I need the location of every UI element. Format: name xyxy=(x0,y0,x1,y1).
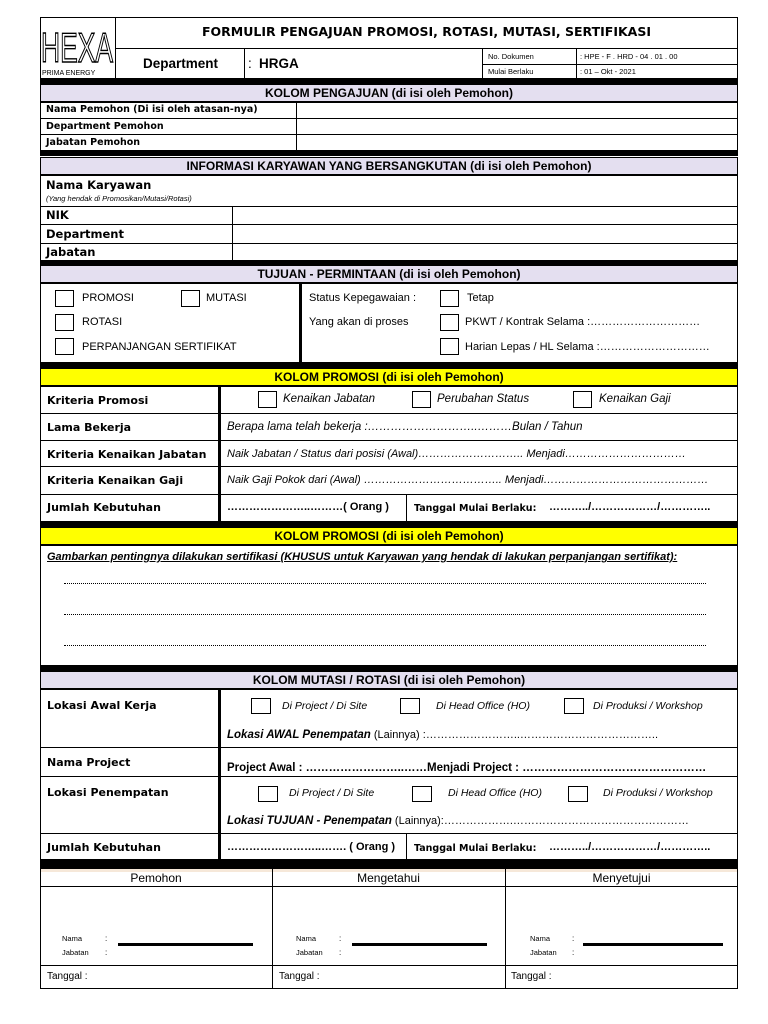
doc-no-label: No. Dokumen xyxy=(488,52,534,61)
awal-ho-label: Di Head Office (HO) xyxy=(436,700,530,712)
harian-lepas-checkbox[interactable] xyxy=(440,338,459,355)
menyetujui-jabatan-colon: : xyxy=(572,948,575,957)
lama-bekerja-label: Lama Bekerja xyxy=(47,421,132,434)
lokasi-awal-text-rest: (Lainnya) :……………………..……………………………….. xyxy=(370,729,659,741)
nama-karyawan-label: Nama Karyawan xyxy=(46,178,152,192)
menyetujui-nama-label: Nama xyxy=(530,934,551,943)
pemohon-signature-area[interactable] xyxy=(41,887,271,933)
perubahan-status-label: Perubahan Status xyxy=(437,393,530,405)
project-field[interactable]: Project Awal : ……………………..……Menjadi Project : ………………………………………… xyxy=(227,762,707,774)
department-label: Department xyxy=(143,56,219,71)
pemohon-heading: Pemohon xyxy=(130,871,182,885)
department-pemohon-label: Department Pemohon xyxy=(46,121,164,132)
perubahan-status-checkbox[interactable] xyxy=(412,391,431,408)
lama-bekerja-field[interactable]: Berapa lama telah bekerja :………………………..………Bulan / Tahun xyxy=(227,421,583,433)
pemohon-name-line[interactable] xyxy=(118,943,253,946)
tujuan-header: TUJUAN - PERMINTAAN (di isi oleh Pemohon) xyxy=(40,265,738,283)
awal-produksi-checkbox[interactable] xyxy=(564,698,584,714)
kriteria-kenaikan-jabatan-label: Kriteria Kenaikan Jabatan xyxy=(47,448,207,461)
company-logo xyxy=(41,18,114,78)
menyetujui-tanggal[interactable]: Tanggal : xyxy=(511,971,552,982)
pengajuan-header: KOLOM PENGAJUAN (di isi oleh Pemohon) xyxy=(40,84,738,102)
nik-field[interactable] xyxy=(233,207,737,224)
menyetujui-name-line[interactable] xyxy=(583,943,723,946)
mengetahui-jabatan-colon: : xyxy=(339,948,342,957)
mutasi-checkbox[interactable] xyxy=(181,290,200,307)
karyawan-jabatan-label: Jabatan xyxy=(46,245,96,259)
promosi-checkbox[interactable] xyxy=(55,290,74,307)
effective-label: Mulai Berlaku xyxy=(488,67,534,76)
sertifikat-checkbox[interactable] xyxy=(55,338,74,355)
karyawan-header: INFORMASI KARYAWAN YANG BERSANGKUTAN (di isi oleh Pemohon) xyxy=(40,157,738,175)
awal-ho-checkbox[interactable] xyxy=(400,698,420,714)
sertifikasi-line-3[interactable] xyxy=(64,645,706,646)
nama-karyawan-note: (Yang hendak di Promosikan/Mutasi/Rotasi) xyxy=(46,194,192,203)
harian-lepas-option-label: Harian Lepas / HL Selama :………………………… xyxy=(465,341,710,353)
doc-no-value: : HPE - F . HRD - 04 . 01 . 00 xyxy=(580,52,678,61)
sertifikasi-description: Gambarkan pentingnya dilakukan sertifikasi (KHUSUS untuk Karyawan yang hendak di lakukan perpanjangan sertifikat): xyxy=(47,551,678,563)
tetap-checkbox[interactable] xyxy=(440,290,459,307)
mengetahui-nama-colon: : xyxy=(339,934,342,943)
karyawan-jabatan-field[interactable] xyxy=(233,244,737,261)
lokasi-awal-label: Lokasi Awal Kerja xyxy=(47,699,157,712)
nama-pemohon-label: Nama Pemohon (Di isi oleh atasan-nya) xyxy=(46,104,258,115)
pemohon-jabatan-label: Jabatan xyxy=(62,948,89,957)
promosi-tanggal-label: Tanggal Mulai Berlaku: xyxy=(414,503,537,514)
department-pemohon-field[interactable] xyxy=(297,119,737,134)
tujuan-project-label: Di Project / Di Site xyxy=(289,787,375,799)
mengetahui-name-line[interactable] xyxy=(352,943,487,946)
department-colon: : xyxy=(248,56,252,71)
sertifikat-option-label: PERPANJANGAN SERTIFIKAT xyxy=(82,341,237,353)
promosi-jumlah-field[interactable]: …………………..………( Orang ) xyxy=(227,501,389,513)
jabatan-pemohon-field[interactable] xyxy=(297,135,737,150)
pemohon-nama-colon: : xyxy=(105,934,108,943)
tujuan-ho-label: Di Head Office (HO) xyxy=(448,787,542,799)
tetap-option-label: Tetap xyxy=(467,292,494,304)
promosi-tanggal-field[interactable]: ………../………………/………….. xyxy=(549,501,711,513)
sertifikasi-header: KOLOM PROMOSI (di isi oleh Pemohon) xyxy=(40,527,738,545)
kenaikan-jabatan-checkbox[interactable] xyxy=(258,391,277,408)
nik-label: NIK xyxy=(46,208,69,222)
status-kepegawaian-label: Status Kepegawaian : xyxy=(309,292,417,304)
lokasi-tujuan-field[interactable] xyxy=(227,815,689,827)
lokasi-penempatan-label: Lokasi Penempatan xyxy=(47,786,169,799)
mengetahui-heading: Mengetahui xyxy=(357,871,420,885)
tujuan-produksi-checkbox[interactable] xyxy=(568,786,588,802)
mengetahui-signature-area[interactable] xyxy=(273,887,504,933)
lokasi-tujuan-text-bold: Lokasi TUJUAN - Penempatan xyxy=(227,815,392,827)
kenaikan-gaji-label: Kenaikan Gaji xyxy=(599,393,671,405)
sertifikasi-line-1[interactable] xyxy=(64,583,706,584)
mutasi-tanggal-label: Tanggal Mulai Berlaku: xyxy=(414,843,537,854)
form-title: FORMULIR PENGAJUAN PROMOSI, ROTASI, MUTASI, SERTIFIKASI xyxy=(202,24,651,39)
karyawan-department-field[interactable] xyxy=(233,225,737,243)
kenaikan-gaji-field[interactable]: Naik Gaji Pokok dari (Awal) ……………………………….. Menjadi……………………………………… xyxy=(227,474,709,486)
promosi-jumlah-kebutuhan-label: Jumlah Kebutuhan xyxy=(47,501,161,514)
rotasi-option-label: ROTASI xyxy=(82,316,123,328)
kenaikan-jabatan-label: Kenaikan Jabatan xyxy=(283,393,376,405)
rotasi-checkbox[interactable] xyxy=(55,314,74,331)
menyetujui-signature-area[interactable] xyxy=(506,887,737,933)
tujuan-produksi-label: Di Produksi / Workshop xyxy=(603,787,713,799)
mutasi-jumlah-field[interactable]: ……………………..……. ( Orang ) xyxy=(227,841,396,853)
tujuan-project-checkbox[interactable] xyxy=(258,786,278,802)
nama-karyawan-field[interactable] xyxy=(233,176,737,206)
mengetahui-nama-label: Nama xyxy=(296,934,317,943)
kenaikan-gaji-checkbox[interactable] xyxy=(573,391,592,408)
promosi-option-label: PROMOSI xyxy=(82,292,134,304)
yang-akan-diproses-label: Yang akan di proses xyxy=(309,316,409,328)
mengetahui-tanggal[interactable]: Tanggal : xyxy=(279,971,320,982)
mutasi-jumlah-kebutuhan-label: Jumlah Kebutuhan xyxy=(47,841,161,854)
awal-project-label: Di Project / Di Site xyxy=(282,700,368,712)
logo-subtext: PRIMA ENERGY xyxy=(42,70,96,77)
menyetujui-heading: Menyetujui xyxy=(592,871,651,885)
kriteria-promosi-label: Kriteria Promosi xyxy=(47,394,149,407)
pemohon-tanggal[interactable]: Tanggal : xyxy=(47,971,88,982)
mutasi-option-label: MUTASI xyxy=(206,292,247,304)
awal-project-checkbox[interactable] xyxy=(251,698,271,714)
mutasi-tanggal-field[interactable]: ………../………………/………….. xyxy=(549,841,711,853)
nama-project-label: Nama Project xyxy=(47,756,131,769)
pkwt-checkbox[interactable] xyxy=(440,314,459,331)
tujuan-ho-checkbox[interactable] xyxy=(412,786,432,802)
effective-value: : 01 – Okt - 2021 xyxy=(580,67,636,76)
menyetujui-nama-colon: : xyxy=(572,934,575,943)
sertifikasi-line-2[interactable] xyxy=(64,614,706,615)
awal-produksi-label: Di Produksi / Workshop xyxy=(593,700,703,712)
logo-text: HEXA xyxy=(41,24,113,71)
mengetahui-jabatan-label: Jabatan xyxy=(296,948,323,957)
kenaikan-jabatan-field[interactable]: Naik Jabatan / Status dari posisi (Awal)……………………….. Menjadi…………………………… xyxy=(227,448,686,460)
lokasi-awal-text-bold: Lokasi AWAL Penempatan xyxy=(227,729,371,741)
kriteria-kenaikan-gaji-label: Kriteria Kenaikan Gaji xyxy=(47,474,184,487)
mutasi-header: KOLOM MUTASI / ROTASI (di isi oleh Pemohon) xyxy=(40,671,738,689)
nama-pemohon-field[interactable] xyxy=(297,103,737,118)
pkwt-option-label: PKWT / Kontrak Selama :………………………… xyxy=(465,316,701,328)
pemohon-jabatan-colon: : xyxy=(105,948,108,957)
jabatan-pemohon-label: Jabatan Pemohon xyxy=(46,137,141,148)
promosi-header: KOLOM PROMOSI (di isi oleh Pemohon) xyxy=(40,368,738,386)
karyawan-department-label: Department xyxy=(46,227,124,241)
pemohon-nama-label: Nama xyxy=(62,934,83,943)
lokasi-awal-field[interactable] xyxy=(227,729,658,741)
lokasi-tujuan-text-rest: (Lainnya):……………….………………………………………… xyxy=(391,815,689,827)
menyetujui-jabatan-label: Jabatan xyxy=(530,948,557,957)
department-value: HRGA xyxy=(259,56,299,71)
